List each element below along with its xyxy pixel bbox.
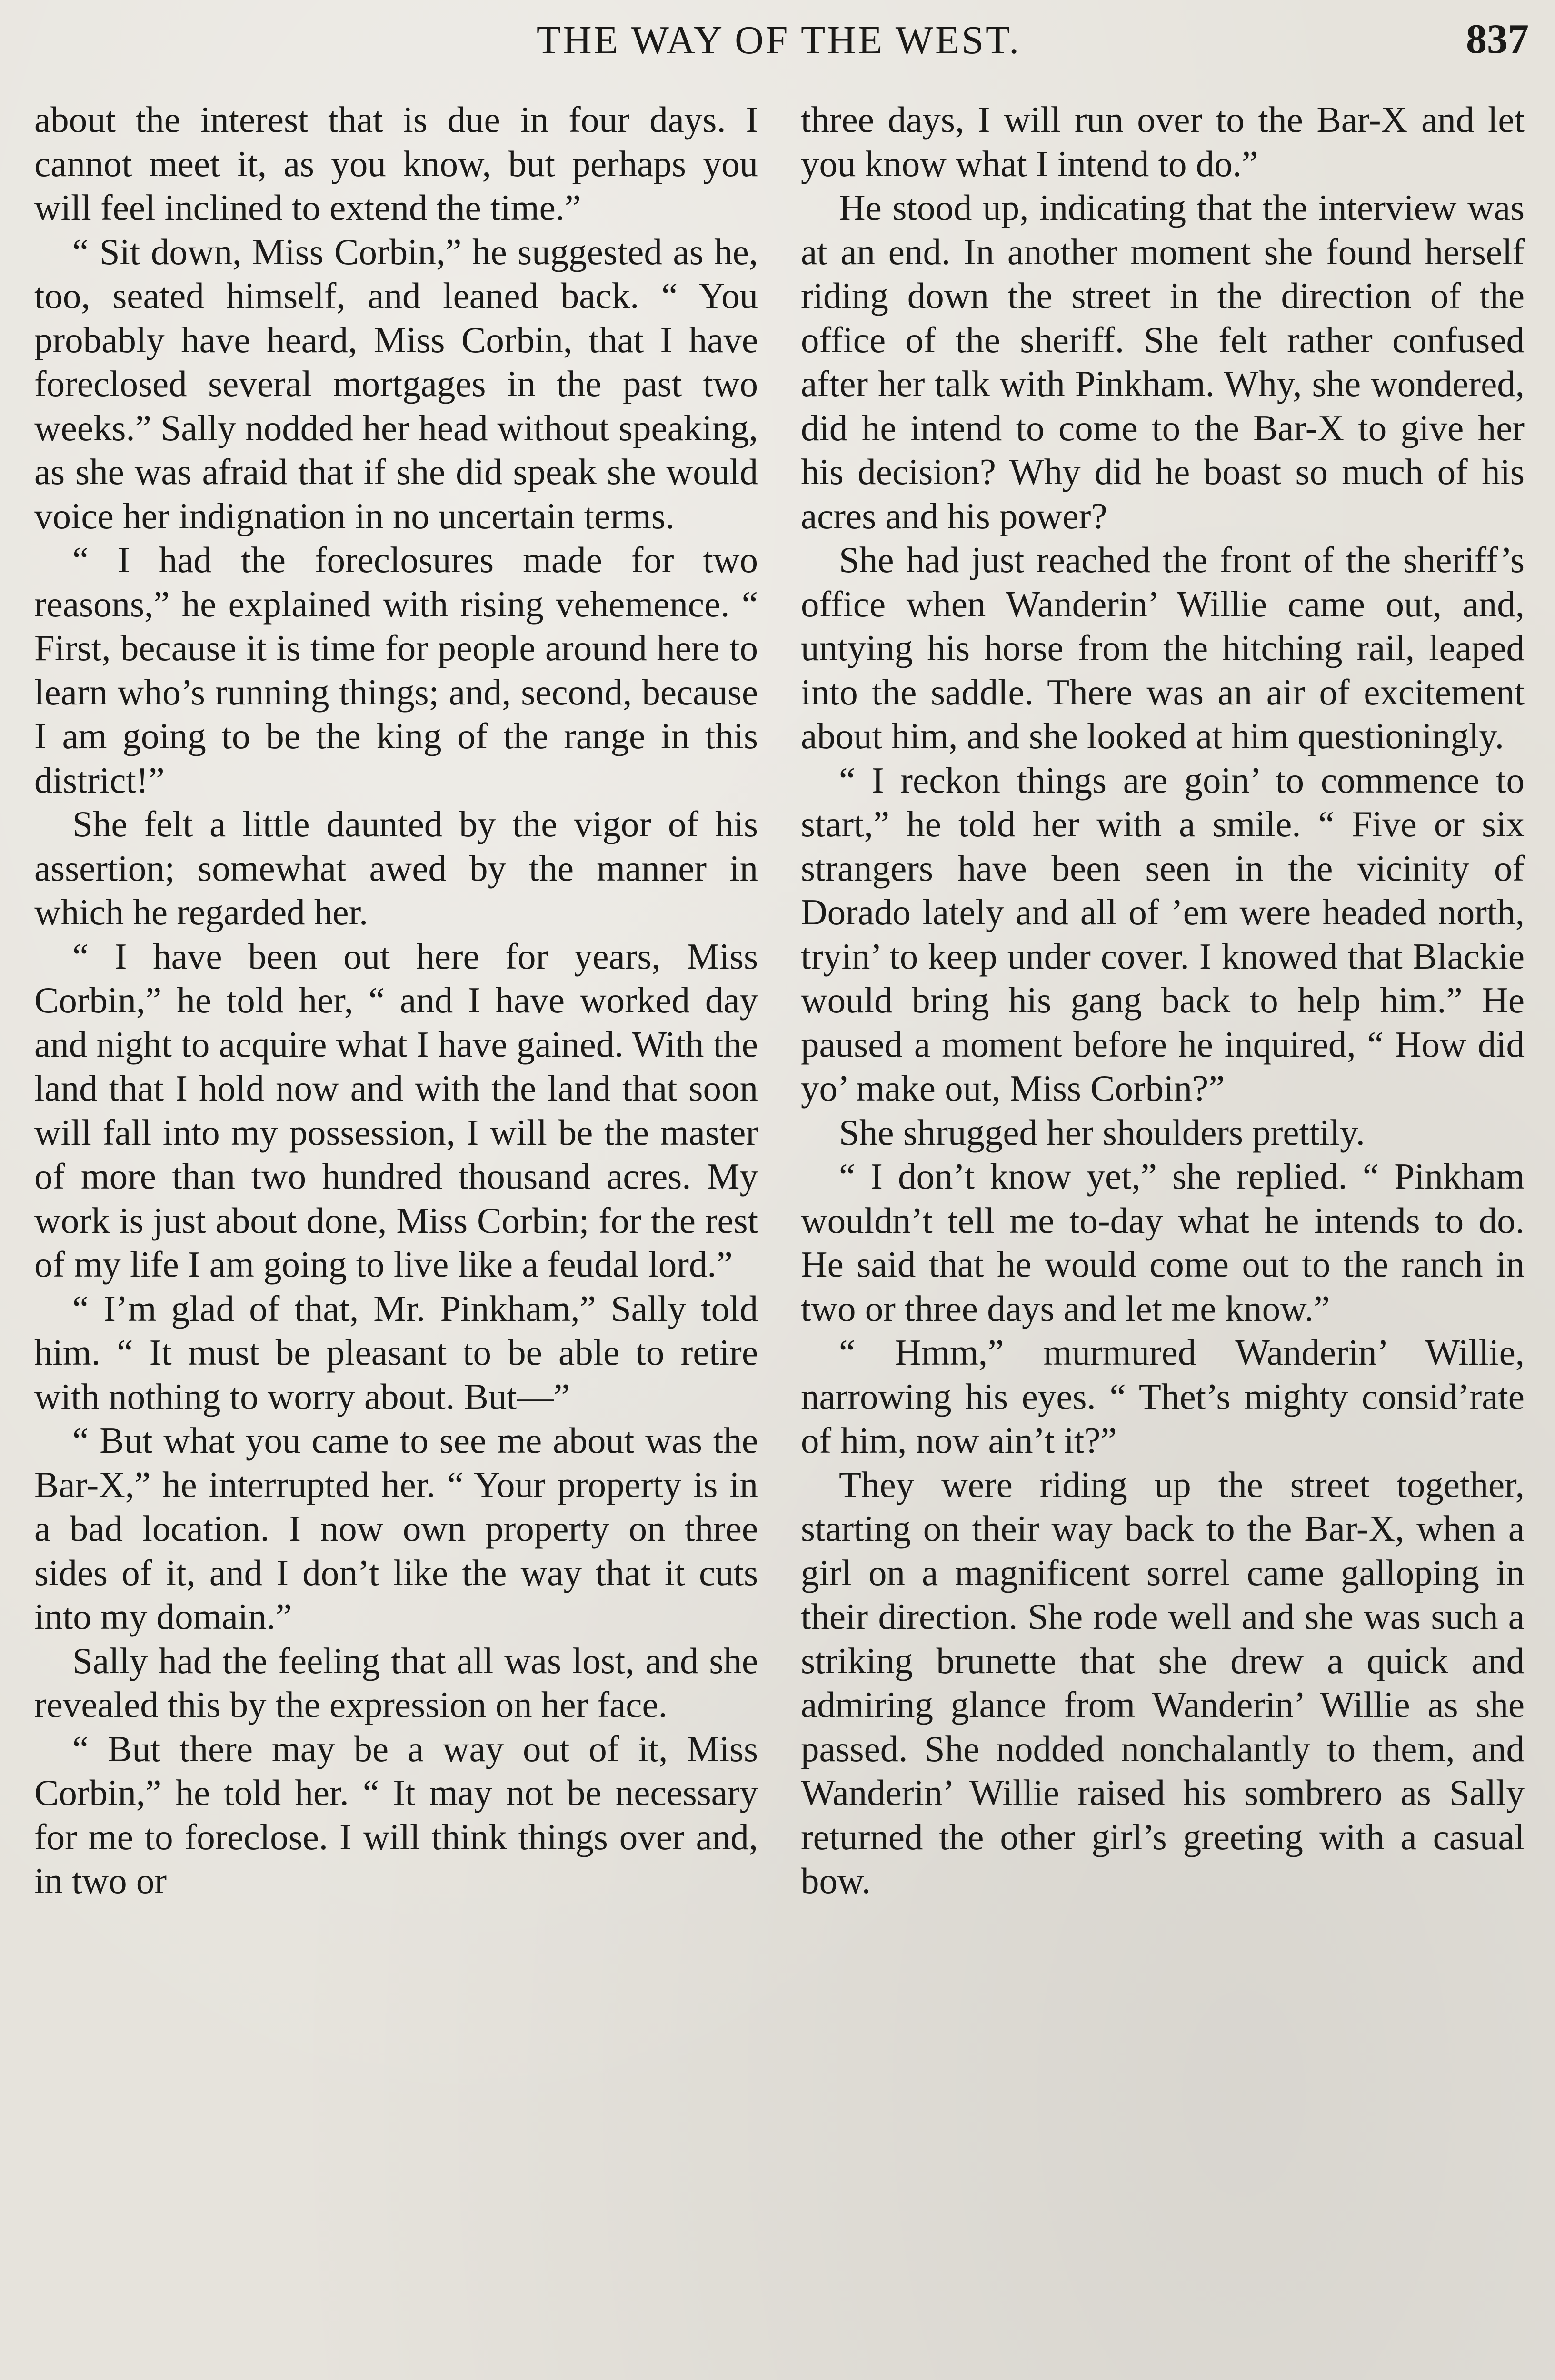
paragraph: “ Hmm,” murmured Wanderin’ Willie, narrowing his eyes. “ Thet’s mighty consid’rate of him, now ain’t it?”	[801, 1332, 1525, 1461]
paragraph: about the interest that is due in four days. I cannot meet it, as you know, but perhaps you will feel inclined to extend the time.”	[34, 99, 758, 228]
paragraph: “ I reckon things are goin’ to commence to start,” he told her with a smile. “ Five or six strangers have been seen in the vicinity of Dorado lately and all of ’em were headed north, tryin’ to keep under cover. I knowed that Blackie would bring his gang back to help him.” He paused a moment before he inquired, “ How did yo’ make out, Miss Corbin?”	[801, 759, 1525, 1109]
text-columns	[34, 98, 1525, 2380]
paragraph: They were riding up the street together, starting on their way back to the Bar-X, when a girl on a magnificent sorrel came galloping in their direction. She rode well and she was such a striking brunette that she drew a quick and admiring glance from Wanderin’ Willie as she passed. She nodded nonchalantly to them, and Wanderin’ Willie raised his sombrero as Sally returned the other girl’s greeting with a casual bow.	[801, 1464, 1525, 1901]
paragraph: “ I had the foreclosures made for two reasons,” he explained with rising vehemence. “ First, because it is time for people around here to learn who’s running things; and, second, because I am going to be the king of the range in this district!”	[34, 539, 758, 801]
paragraph: “ But what you came to see me about was the Bar-X,” he interrupted her. “ Your property is in a bad location. I now own property on three sides of it, and I don’t like the way that it cuts into my domain.”	[34, 1420, 758, 1637]
paragraph: “ I don’t know yet,” she replied. “ Pinkham wouldn’t tell me to-day what he intends to do. He said that he would come out to the ranch in two or three days and let me know.”	[801, 1156, 1525, 1329]
paragraph: “ Sit down, Miss Corbin,” he suggested as he, too, seated himself, and leaned back. “ You probably have heard, Miss Corbin, that I have foreclosed several mortgages in the past two weeks.” Sally nodded her head without speaking, as she was afraid that if she did speak she would voice her indignation in no uncertain terms.	[34, 231, 758, 536]
paragraph: “ I’m glad of that, Mr. Pinkham,” Sally told him. “ It must be pleasant to be able to retire with nothing to worry about. But—”	[34, 1288, 758, 1417]
paragraph: She shrugged her shoulders prettily.	[839, 1111, 1365, 1153]
paragraph: She felt a little daunted by the vigor of his assertion; somewhat awed by the manner in which he regarded her.	[34, 803, 758, 932]
left-column	[34, 98, 758, 2380]
page-header	[29, 10, 1529, 68]
paragraph: She had just reached the front of the sheriff’s office when Wanderin’ Willie came out, and, untying his horse from the hitching rail, leaped into the saddle. There was an air of excitement about him, and she looked at him questioningly.	[801, 539, 1525, 756]
paragraph: He stood up, indicating that the interview was at an end. In another moment she found herself riding down the street in the direction of the office of the sheriff. She felt rather confused after her talk with Pinkham. Why, she wondered, did he intend to come to the Bar-X to give her his decision? Why did he boast so much of his acres and his power?	[801, 187, 1525, 536]
page-number: 837	[1466, 16, 1529, 62]
paragraph: Sally had the feeling that all was lost, and she revealed this by the expression on her face.	[34, 1640, 758, 1725]
paragraph: “ But there may be a way out of it, Miss Corbin,” he told her. “ It may not be necessary for me to foreclose. I will think things over and, in two or	[34, 1728, 758, 1901]
paragraph: “ I have been out here for years, Miss Corbin,” he told her, “ and I have worked day and night to acquire what I have gained. With the land that I hold now and with the land that soon will fall into my possession, I will be the master of more than two hundred thousand acres. My work is just about done, Miss Corbin; for the rest of my life I am going to live like a feudal lord.”	[34, 935, 758, 1285]
right-column	[801, 98, 1525, 2380]
paragraph: three days, I will run over to the Bar-X and let you know what I intend to do.”	[801, 99, 1525, 184]
running-head: THE WAY OF THE WEST.	[536, 18, 1021, 62]
